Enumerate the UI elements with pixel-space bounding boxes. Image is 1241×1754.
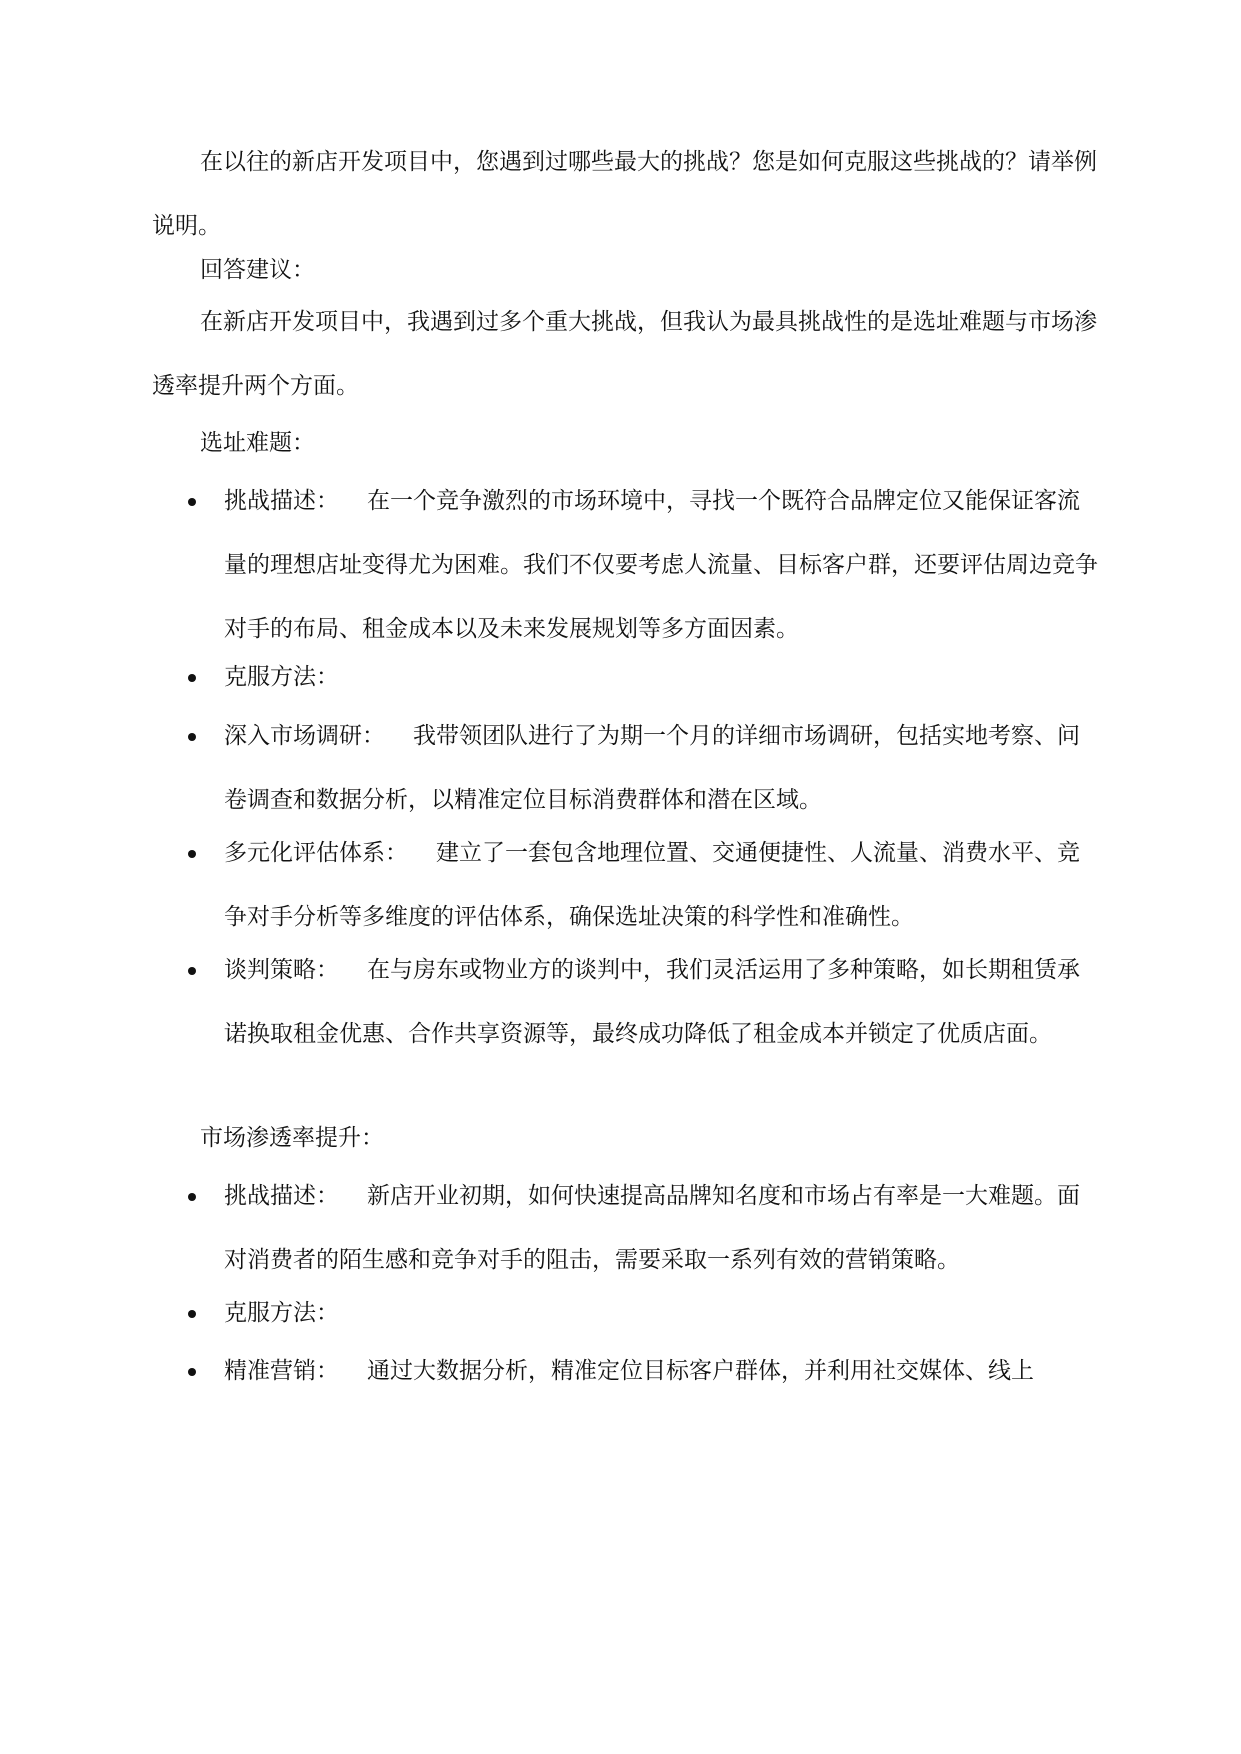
bullet-icon — [188, 674, 196, 682]
list-item-body — [224, 469, 1100, 661]
section-heading-market-penetration: 市场渗透率提升： — [200, 1125, 384, 1151]
list-item-body — [224, 938, 1100, 1066]
list-item-body — [224, 1281, 1100, 1345]
bullet-icon — [188, 1310, 196, 1318]
list-item-term: 深入市场调研： — [224, 723, 385, 749]
bullet-icon — [188, 1193, 196, 1201]
list-item-body — [224, 1339, 1100, 1403]
list-item-text: 新店开业初期，如何快速提高品牌知名度和市场占有率是一大难题。面对消费者的陌生感和竞争对手的阻击，需要采取一系列有效的营销策略。 — [224, 1183, 1080, 1273]
list-item-term: 克服方法： — [224, 664, 339, 690]
bullet-icon — [188, 498, 196, 506]
section-heading-site-selection: 选址难题： — [200, 430, 315, 456]
list-item-body — [224, 1164, 1100, 1292]
list-item-term: 挑战描述： — [224, 488, 339, 514]
list-item-term: 挑战描述： — [224, 1183, 339, 1209]
intro-paragraph: 在新店开发项目中，我遇到过多个重大挑战，但我认为最具挑战性的是选址难题与市场渗透率提升两个方面。 — [152, 309, 1097, 399]
bullet-icon — [188, 967, 196, 975]
list-item-term: 精准营销： — [224, 1358, 339, 1384]
list-item-text: 通过大数据分析，精准定位目标客户群体，并利用社交媒体、线上 — [367, 1358, 1034, 1384]
list-item-term: 谈判策略： — [224, 957, 339, 983]
bullet-icon — [188, 733, 196, 741]
bullet-icon — [188, 850, 196, 858]
list-item-term: 克服方法： — [224, 1300, 339, 1326]
list-item-text: 我带领团队进行了为期一个月的详细市场调研，包括实地考察、问卷调查和数据分析，以精准定位目标消费群体和潜在区域。 — [224, 723, 1080, 813]
question-paragraph: 在以往的新店开发项目中，您遇到过哪些最大的挑战？您是如何克服这些挑战的？请举例说明。 — [152, 149, 1097, 239]
bullet-icon — [188, 1368, 196, 1376]
answer-label: 回答建议： — [200, 257, 315, 283]
list-item-body — [224, 645, 1100, 709]
list-item-term: 多元化评估体系： — [224, 840, 408, 866]
list-item-body — [224, 821, 1100, 949]
list-item-text: 在一个竞争激烈的市场环境中，寻找一个既符合品牌定位又能保证客流量的理想店址变得尤为困难。我们不仅要考虑人流量、目标客户群，还要评估周边竞争对手的布局、租金成本以及未来发展规划等多方面因素。 — [224, 488, 1098, 642]
list-item-text: 在与房东或物业方的谈判中，我们灵活运用了多种策略，如长期租赁承诺换取租金优惠、合作共享资源等，最终成功降低了租金成本并锁定了优质店面。 — [224, 957, 1080, 1047]
list-item-text: 建立了一套包含地理位置、交通便捷性、人流量、消费水平、竞争对手分析等多维度的评估体系，确保选址决策的科学性和准确性。 — [224, 840, 1080, 930]
list-item-body — [224, 704, 1100, 832]
